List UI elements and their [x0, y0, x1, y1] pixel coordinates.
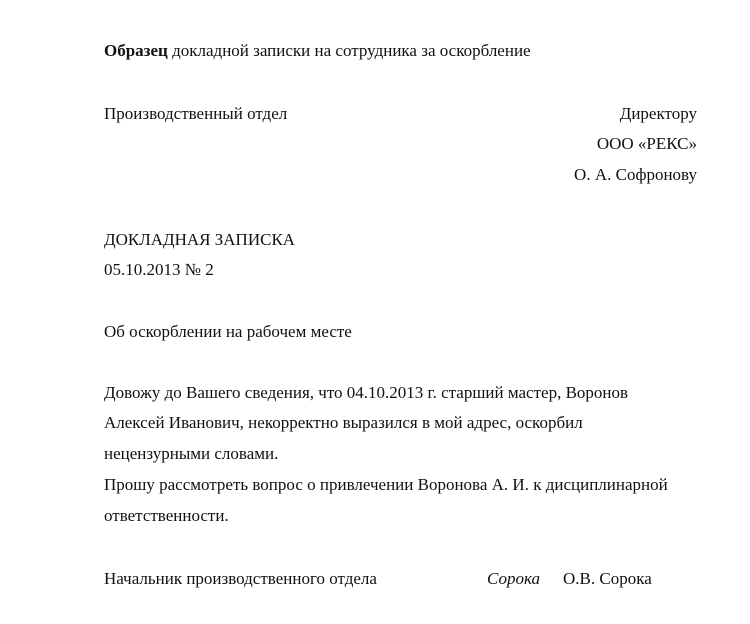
body-line-5: ответственности. — [104, 506, 229, 525]
title-rest: докладной записки на сотрудника за оскорбление — [167, 41, 531, 60]
addressee-line-1: Директору — [619, 104, 697, 123]
addressee-line-2: ООО «РЕКС» — [596, 134, 697, 153]
signer-position: Начальник производственного отдела — [104, 569, 377, 588]
title-lead: Образец — [104, 41, 168, 60]
handwritten-signature: Сорока — [487, 569, 540, 588]
document-subject: Об оскорблении на рабочем месте — [104, 322, 352, 341]
body-line-4: Прошу рассмотреть вопрос о привлечении Воронова А. И. к дисциплинарной — [104, 475, 668, 494]
document-type: ДОКЛАДНАЯ ЗАПИСКА — [104, 230, 296, 249]
document-title — [104, 41, 531, 61]
body-line-2: Алексей Иванович, некорректно выразился в мой адрес, оскорбил — [104, 413, 583, 432]
addressee-line-3: О. А. Софронову — [574, 165, 697, 184]
department-name: Производственный отдел — [104, 104, 288, 123]
signer-name: О.В. Сорока — [563, 569, 652, 588]
body-line-1: Довожу до Вашего сведения, что 04.10.2013 г. старший мастер, Воронов — [104, 383, 629, 402]
body-line-3: нецензурными словами. — [104, 444, 279, 463]
document-date-number: 05.10.2013 № 2 — [104, 260, 214, 279]
